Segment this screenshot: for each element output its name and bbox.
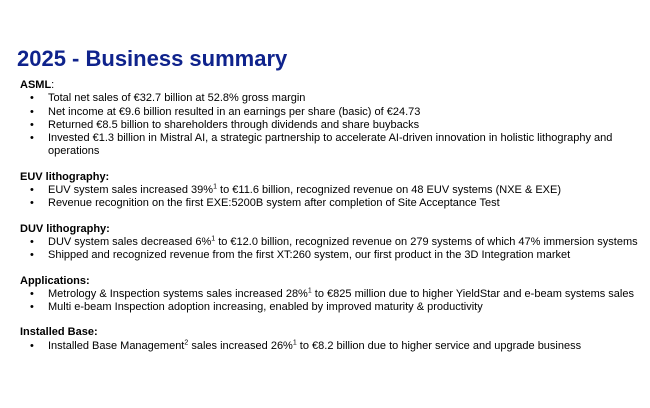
list-item: • Metrology & Inspection systems sales increased 28%$^1$ to €825 million due to higher YieldStar and e-beam systems sales (30, 287, 634, 300)
list-item: • Revenue recognition on the first EXE:5200B system after completion of Site Acceptance Test (30, 197, 500, 210)
section-heading: Applications: (20, 274, 90, 287)
list-item: • Shipped and recognized revenue from the first XT:260 system, our first product in the 3D Integration market (30, 249, 571, 262)
list-item: • Multi e-beam Inspection adoption increasing, enabled by improved maturity & productivity (30, 301, 483, 314)
section-heading: Installed Base: (20, 326, 98, 339)
section-heading: EUV lithography: (20, 170, 110, 183)
bullet-list (20, 340, 645, 353)
footnote-marker: 1 (307, 287, 312, 295)
bullet-icon: • (30, 339, 34, 352)
section-heading: DUV lithography: (20, 222, 110, 235)
bullet-icon: • (30, 301, 34, 314)
bullet-icon: • (30, 132, 34, 145)
section-applications (20, 275, 645, 315)
summary-content (20, 79, 645, 365)
list-item: • Installed Base Management$^2$ sales increased 26%$^1$ to €8.2 billion due to higher service and upgrade business (30, 339, 582, 352)
bullet-list (20, 288, 645, 315)
footnote-marker: 2 (184, 339, 189, 347)
footnote-marker: 1 (213, 183, 217, 191)
bullet-icon: • (30, 287, 34, 300)
section-heading: ASML: (20, 79, 55, 91)
bullet-list (20, 236, 645, 263)
bullet-list (20, 92, 645, 158)
list-item: • DUV system sales decreased 6%$^1$ to €12.0 billion, recognized revenue on 279 systems of which 47% immersion systems (30, 235, 638, 248)
list-item: • Returned €8.5 billion to shareholders through dividends and share buybacks (30, 118, 420, 131)
section-euv-lithography (20, 171, 645, 211)
bullet-icon: • (30, 197, 34, 210)
bullet-icon: • (30, 184, 34, 197)
list-item: • EUV system sales increased 39%$^1$ to €11.6 billion, recognized revenue on 48 EUV systems (NXE & EXE) (30, 183, 562, 197)
list-item: • Invested €1.3 billion in Mistral AI, a strategic partnership to accelerate AI-driven innovation in holistic lithography and operations (30, 132, 613, 158)
page-title: 2025 - Business summary (17, 46, 288, 71)
footnote-marker: 1 (292, 339, 297, 347)
bullet-icon: • (30, 249, 34, 262)
list-item: • Total net sales of €32.7 billion at 52.8% gross margin (30, 92, 306, 105)
bullet-icon: • (30, 92, 34, 105)
section-installed-base (20, 326, 645, 353)
section-asml (20, 79, 645, 159)
footnote-marker: 1 (211, 235, 216, 243)
bullet-icon: • (30, 235, 34, 248)
bullet-list (20, 184, 645, 211)
list-item: • Net income at €9.6 billion resulted in an earnings per share (basic) of €24.73 (30, 105, 421, 118)
bullet-icon: • (30, 105, 34, 118)
bullet-icon: • (30, 118, 34, 131)
section-duv-lithography (20, 223, 645, 263)
